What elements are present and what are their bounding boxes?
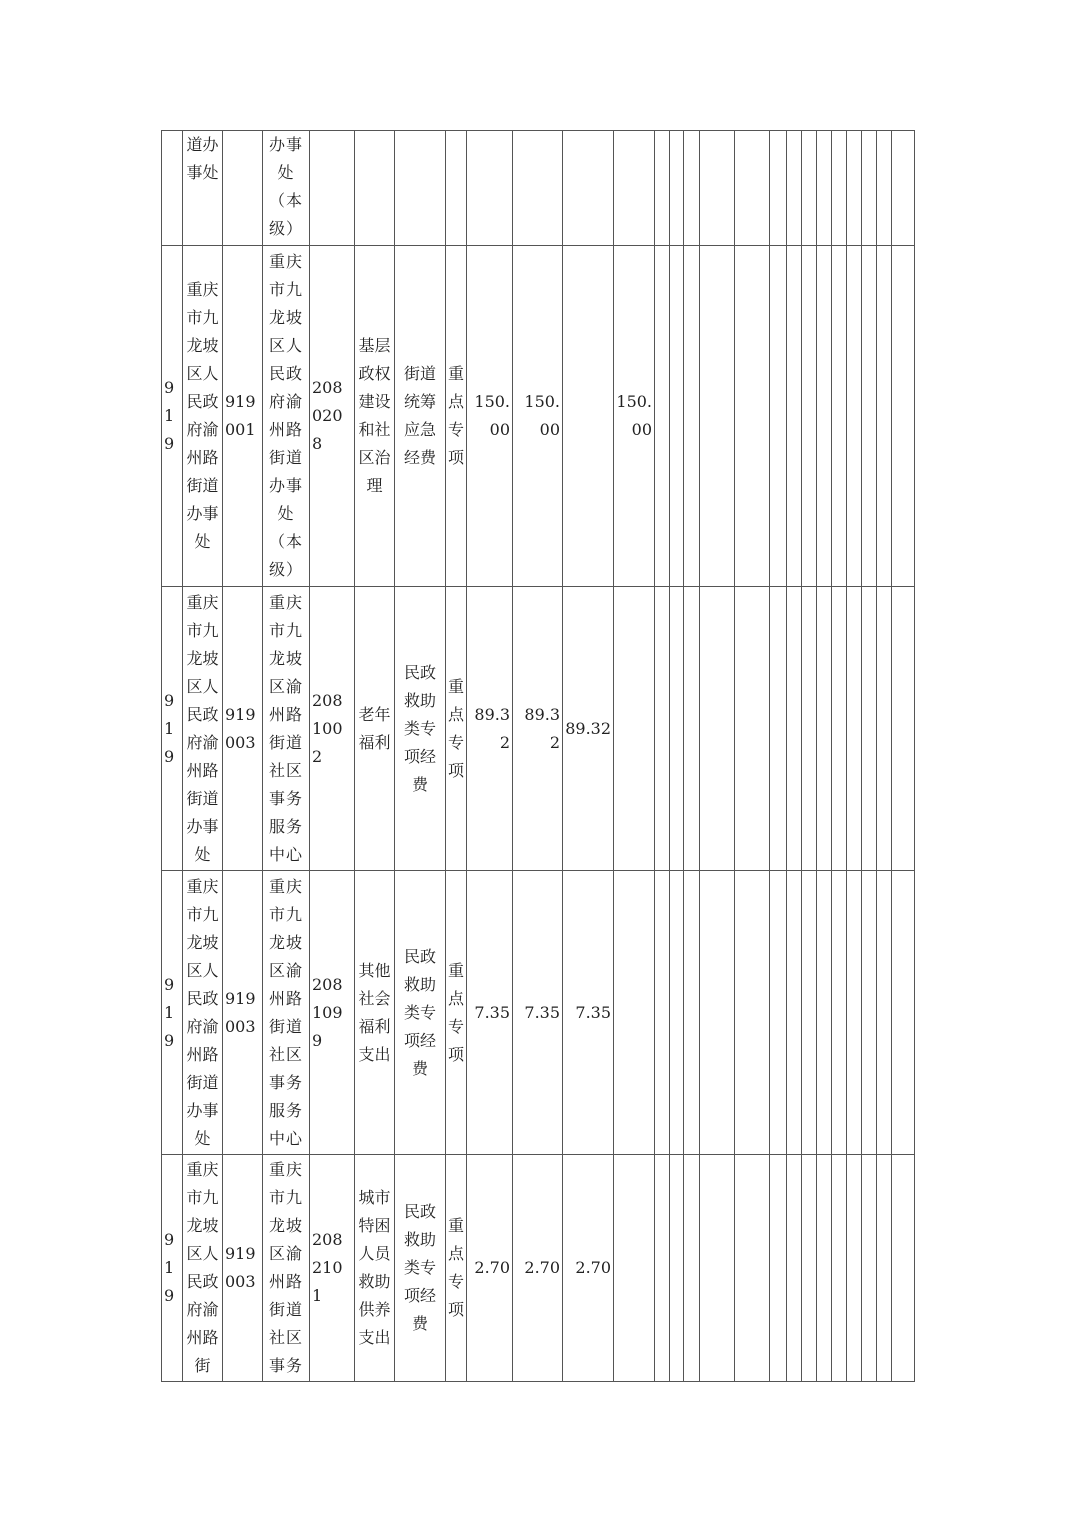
empty-cell [670,871,684,1155]
empty-cell [670,246,684,587]
empty-cell [847,1155,862,1382]
empty-cell [832,246,847,587]
dept-cell: 重庆市九龙坡区人民政府渝州路街道办事处 [183,587,223,871]
empty-cell [770,871,787,1155]
unit-cell: 重庆市九龙坡区渝州路街道社区事务服务中心 [263,871,310,1155]
empty-cell [787,587,802,871]
dept-code-cell: 919003 [223,587,263,871]
empty-cell [892,1155,915,1382]
empty-cell [802,1155,817,1382]
empty-cell [877,871,892,1155]
empty-cell [787,131,802,246]
empty-cell [847,131,862,246]
empty-cell [670,1155,684,1382]
project-amount-cell [614,131,655,246]
empty-cell [700,1155,735,1382]
type-cell: 重点专项 [446,1155,467,1382]
project-amount-cell [614,1155,655,1382]
empty-cell [787,1155,802,1382]
project-cell: 民政救助类专项经费 [395,587,446,871]
empty-cell [877,587,892,871]
subject-code-cell: 2081002 [310,587,355,871]
project-cell: 民政救助类专项经费 [395,1155,446,1382]
table-row [162,131,915,246]
total-cell: 89.32 [467,587,513,871]
empty-cell [735,871,770,1155]
basic-cell [563,246,614,587]
empty-cell [684,1155,700,1382]
empty-cell [735,131,770,246]
empty-cell [700,131,735,246]
total-cell: 2.70 [467,1155,513,1382]
fiscal-cell: 2.70 [513,1155,563,1382]
total-cell [467,131,513,246]
dept-code-cell: 919001 [223,246,263,587]
empty-cell [770,131,787,246]
empty-cell [862,246,877,587]
project-amount-cell [614,587,655,871]
empty-cell [862,131,877,246]
dept-code-cell: 919003 [223,1155,263,1382]
type-cell [446,131,467,246]
empty-cell [700,587,735,871]
project-cell [395,131,446,246]
empty-cell [655,246,670,587]
seq-cell: 919 [162,1155,183,1382]
total-cell: 7.35 [467,871,513,1155]
empty-cell [832,587,847,871]
dept-code-cell [223,131,263,246]
empty-cell [832,871,847,1155]
table-row [162,587,915,871]
empty-cell [847,587,862,871]
basic-cell: 7.35 [563,871,614,1155]
project-amount-cell [614,871,655,1155]
empty-cell [862,1155,877,1382]
empty-cell [655,587,670,871]
unit-cell: 重庆市九龙坡区人民政府渝州路街道办事处（本级） [263,246,310,587]
dept-cell: 重庆市九龙坡区人民政府渝州路街道办事处 [183,246,223,587]
empty-cell [802,871,817,1155]
project-cell: 街道统筹应急经费 [395,246,446,587]
seq-cell [162,131,183,246]
empty-cell [770,246,787,587]
seq-cell: 919 [162,587,183,871]
table-row [162,246,915,587]
table-row [162,871,915,1155]
basic-cell [563,131,614,246]
type-cell: 重点专项 [446,871,467,1155]
dept-code-cell: 919003 [223,871,263,1155]
empty-cell [802,246,817,587]
dept-cell: 道办事处 [183,131,223,246]
empty-cell [817,1155,832,1382]
project-cell: 民政救助类专项经费 [395,871,446,1155]
empty-cell [735,1155,770,1382]
empty-cell [817,587,832,871]
subject-code-cell: 2081099 [310,871,355,1155]
empty-cell [817,246,832,587]
empty-cell [802,587,817,871]
dept-cell: 重庆市九龙坡区人民政府渝州路街道办事处 [183,871,223,1155]
empty-cell [787,871,802,1155]
empty-cell [862,871,877,1155]
empty-cell [847,246,862,587]
fiscal-cell [513,131,563,246]
empty-cell [684,871,700,1155]
empty-cell [700,246,735,587]
seq-cell: 919 [162,246,183,587]
empty-cell [787,246,802,587]
type-cell: 重点专项 [446,587,467,871]
empty-cell [735,587,770,871]
subject-code-cell [310,131,355,246]
empty-cell [862,587,877,871]
empty-cell [802,131,817,246]
empty-cell [684,587,700,871]
subject-name-cell: 其他社会福利支出 [355,871,395,1155]
empty-cell [847,871,862,1155]
budget-table [161,130,915,1382]
type-cell: 重点专项 [446,246,467,587]
empty-cell [892,587,915,871]
empty-cell [700,871,735,1155]
empty-cell [655,131,670,246]
empty-cell [877,1155,892,1382]
seq-cell: 919 [162,871,183,1155]
empty-cell [655,1155,670,1382]
empty-cell [892,871,915,1155]
empty-cell [832,131,847,246]
unit-cell: 办事处（本级） [263,131,310,246]
basic-cell: 2.70 [563,1155,614,1382]
empty-cell [655,871,670,1155]
empty-cell [877,246,892,587]
total-cell: 150.00 [467,246,513,587]
empty-cell [817,871,832,1155]
fiscal-cell: 89.32 [513,587,563,871]
subject-name-cell: 城市特困人员救助供养支出 [355,1155,395,1382]
empty-cell [770,587,787,871]
basic-cell: 89.32 [563,587,614,871]
empty-cell [670,131,684,246]
subject-name-cell: 基层政权建设和社区治理 [355,246,395,587]
empty-cell [817,131,832,246]
dept-cell: 重庆市九龙坡区人民政府渝州路街 [183,1155,223,1382]
empty-cell [892,131,915,246]
subject-code-cell: 2082101 [310,1155,355,1382]
empty-cell [684,246,700,587]
empty-cell [770,1155,787,1382]
subject-name-cell [355,131,395,246]
empty-cell [670,587,684,871]
subject-name-cell: 老年福利 [355,587,395,871]
table-row [162,1155,915,1382]
empty-cell [684,131,700,246]
unit-cell: 重庆市九龙坡区渝州路街道社区事务 [263,1155,310,1382]
empty-cell [877,131,892,246]
unit-cell: 重庆市九龙坡区渝州路街道社区事务服务中心 [263,587,310,871]
fiscal-cell: 7.35 [513,871,563,1155]
subject-code-cell: 2080208 [310,246,355,587]
empty-cell [892,246,915,587]
fiscal-cell: 150.00 [513,246,563,587]
empty-cell [735,246,770,587]
empty-cell [832,1155,847,1382]
project-amount-cell: 150.00 [614,246,655,587]
